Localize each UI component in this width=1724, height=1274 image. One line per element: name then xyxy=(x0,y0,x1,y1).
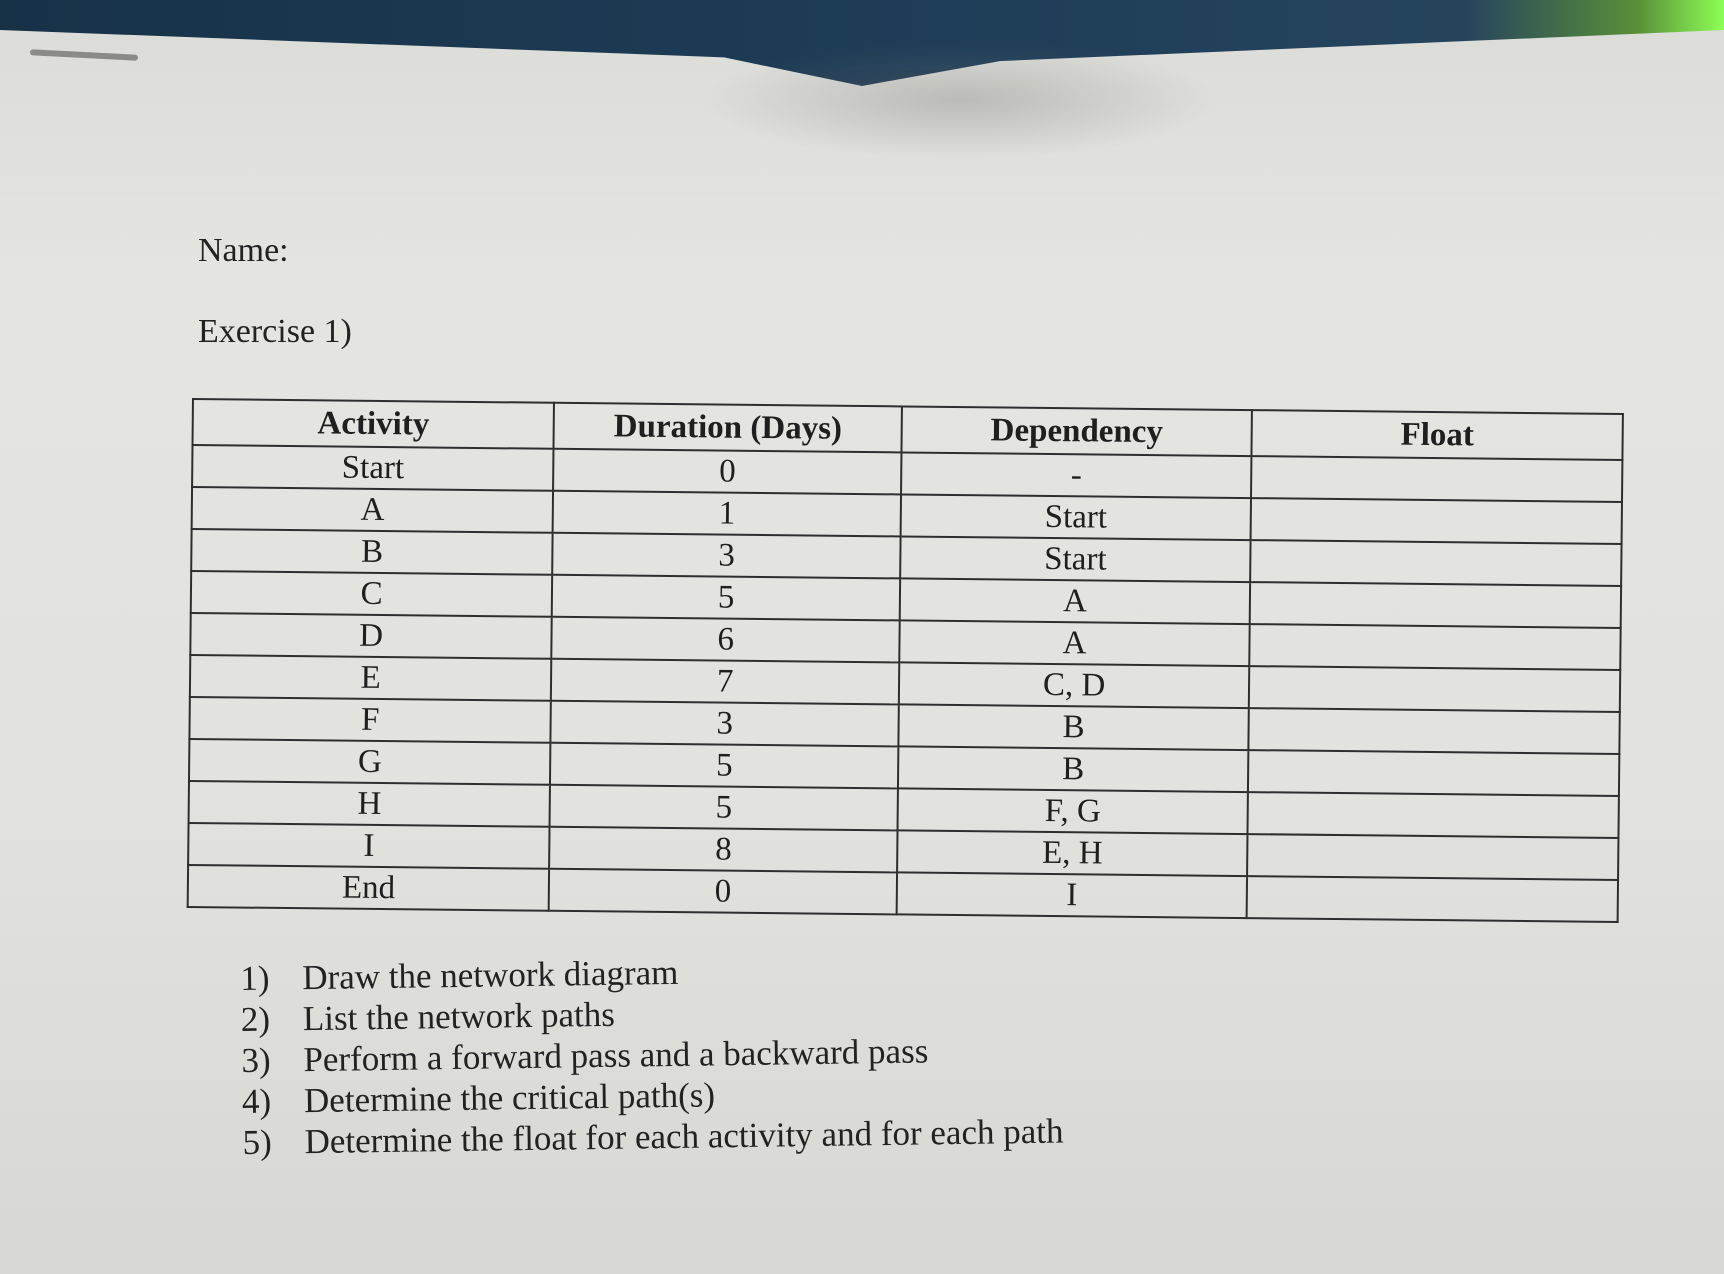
duration-cell: 5 xyxy=(550,785,898,831)
activity-cell: End xyxy=(188,865,550,911)
duration-cell: 0 xyxy=(549,869,897,915)
dependency-cell: E, H xyxy=(897,830,1248,876)
name-label: Name: xyxy=(198,232,289,269)
task-text: Determine the float for each activity and for each path xyxy=(304,1111,1064,1162)
activity-cell: E xyxy=(190,655,552,701)
task-text: Draw the network diagram xyxy=(302,952,679,998)
activity-cell: B xyxy=(191,529,553,575)
activity-cell: D xyxy=(190,613,552,659)
dependency-cell: - xyxy=(901,452,1252,498)
float-cell xyxy=(1248,792,1619,838)
dependency-cell: C, D xyxy=(899,662,1250,708)
float-cell xyxy=(1247,834,1618,880)
duration-cell: 7 xyxy=(551,659,899,705)
float-cell xyxy=(1249,666,1620,712)
duration-cell: 5 xyxy=(550,743,898,789)
float-cell xyxy=(1248,750,1619,796)
float-cell xyxy=(1247,876,1618,922)
task-text: Determine the critical path(s) xyxy=(303,1075,716,1121)
dependency-cell: A xyxy=(899,620,1250,666)
activity-cell: I xyxy=(188,823,550,869)
task-number: 1) xyxy=(240,958,270,998)
duration-cell: 3 xyxy=(553,533,901,579)
dependency-cell: Start xyxy=(900,536,1251,582)
duration-cell: 1 xyxy=(553,491,901,537)
activity-cell: F xyxy=(189,697,551,743)
float-cell xyxy=(1250,540,1621,586)
dependency-cell: I xyxy=(897,872,1248,918)
duration-cell: 8 xyxy=(549,827,897,873)
task-number: 2) xyxy=(240,999,271,1039)
dependency-cell: B xyxy=(898,746,1249,792)
activity-cell: G xyxy=(189,739,551,785)
header-float: Float xyxy=(1252,410,1623,460)
float-cell xyxy=(1250,582,1621,628)
task-text: List the network paths xyxy=(302,994,616,1039)
duration-cell: 6 xyxy=(552,617,900,663)
float-cell xyxy=(1251,456,1622,502)
duration-cell: 0 xyxy=(553,449,901,495)
task-number: 4) xyxy=(241,1081,272,1121)
float-cell xyxy=(1251,498,1622,544)
task-number: 3) xyxy=(241,1040,271,1080)
activity-cell: H xyxy=(189,781,551,827)
activity-table xyxy=(187,398,1624,923)
float-cell xyxy=(1249,624,1620,670)
duration-cell: 3 xyxy=(551,701,899,747)
dependency-cell: B xyxy=(898,704,1249,750)
dependency-cell: F, G xyxy=(898,788,1249,834)
header-dependency: Dependency xyxy=(901,406,1252,456)
table-body xyxy=(188,445,1623,922)
float-cell xyxy=(1248,708,1619,754)
task-list xyxy=(240,947,1064,1163)
paper-shadow xyxy=(700,40,1220,160)
task-text: Perform a forward pass and a backward pass xyxy=(303,1031,929,1080)
task-number: 5) xyxy=(242,1122,273,1162)
exercise-title: Exercise 1) xyxy=(198,313,352,350)
header-activity: Activity xyxy=(193,399,555,449)
activity-cell: C xyxy=(191,571,553,617)
activity-cell: Start xyxy=(192,445,554,491)
activity-cell: A xyxy=(192,487,554,533)
dependency-cell: A xyxy=(900,578,1251,624)
duration-cell: 5 xyxy=(552,575,900,621)
dependency-cell: Start xyxy=(901,494,1252,540)
header-duration: Duration (Days) xyxy=(554,403,902,453)
